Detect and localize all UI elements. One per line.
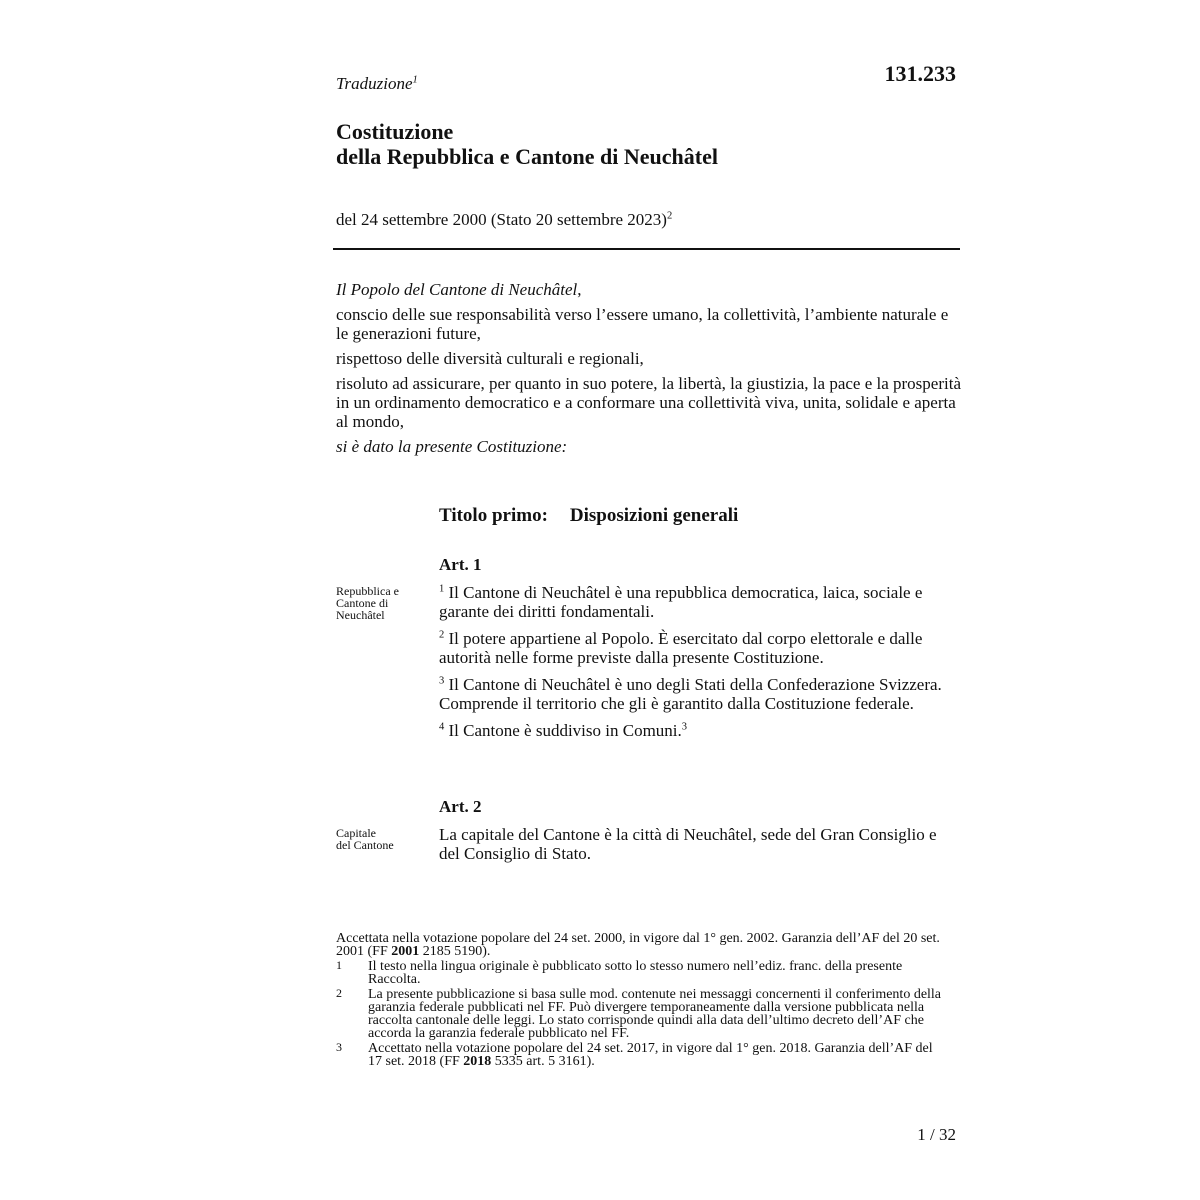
paragraph-text: Il Cantone di Neuchâtel è una repubblica democratica, laica, sociale e garante dei diritti fondamentali.: [439, 583, 923, 621]
preamble-opening-comma: ,: [577, 280, 582, 299]
footnote-intro-text: Accettata nella votazione popolare del 24 set. 2000, in vigore dal 1° gen. 2002. Garanzia dell’AF del 20 set. 2001 (FF: [336, 931, 940, 959]
margin-note-line: Capitale: [336, 826, 376, 840]
footnote-number: 2: [336, 986, 342, 1000]
paragraph-number: 3: [439, 675, 445, 687]
margin-note-line: Repubblica e: [336, 584, 399, 598]
footnote-intro-ref: 2185 5190).: [419, 944, 491, 959]
page-number: 1 / 32: [917, 1125, 956, 1144]
footnote-year: 2018: [463, 1054, 492, 1069]
document-title: [336, 119, 718, 169]
title-line-2: della Repubblica e Cantone di Neuchâtel: [336, 144, 718, 169]
preamble-paragraph-1: conscio delle sue responsabilità verso l’essere umano, la collettività, l’ambiente naturale e le generazioni future,: [336, 305, 949, 343]
footnotes: [336, 932, 946, 1070]
preamble-opening: [336, 280, 962, 299]
footnote-text: La presente pubblicazione si basa sulle mod. contenute nei messaggi concernenti il conferimento della garanzia federale pubblicati nel FF. Può divergere temporaneamente dalla versione pubblicata nella raccolta cantonale delle leggi. Lo stato corrisponde quindi alla data dell’ultimo decreto dell’AF che accorda la garanzia federale pubblicato nel FF.: [368, 987, 942, 1041]
article-1-paragraph-2: [439, 629, 961, 667]
article-2-title: Art. 2: [439, 797, 482, 816]
paragraph-number: 1: [439, 583, 445, 595]
preamble: [336, 280, 962, 462]
translation-note: [336, 74, 418, 94]
sr-number: 131.233: [884, 61, 956, 86]
footnote-number: 1: [336, 958, 342, 972]
date-text: del 24 settembre 2000 (Stato 20 settembre 2023): [336, 210, 667, 229]
footnote-intro-year: 2001: [391, 944, 420, 959]
footnote-ref: 5335 art. 5 3161).: [491, 1054, 595, 1069]
translation-label: Traduzione: [336, 74, 413, 93]
footnote-text: Accettato nella votazione popolare del 24 set. 2017, in vigore dal 1° gen. 2018. Garanzia dell’AF del 17 set. 2018 (FF: [368, 1041, 933, 1069]
article-2-body: [439, 825, 961, 871]
article-1-body: [439, 583, 961, 748]
paragraph-text: Il Cantone è suddiviso in Comuni.: [444, 721, 682, 740]
preamble-paragraph-3: risoluto ad assicurare, per quanto in suo potere, la libertà, la giustizia, la pace e la prosperità in un ordinamento democratico e a conformare una collettività viva, unita, solidale e aperta al mondo,: [336, 374, 961, 431]
article-1-paragraph-3: [439, 675, 961, 713]
footnote-ref-3[interactable]: 3: [681, 721, 688, 733]
paragraph-number: 2: [439, 629, 445, 641]
footnote-ref-1[interactable]: 1: [412, 74, 418, 86]
footnote-1: [336, 960, 946, 986]
footnote-number: 3: [336, 1040, 342, 1054]
paragraph-number: 4: [439, 721, 445, 733]
paragraph-text: Il Cantone di Neuchâtel è uno degli Stati della Confederazione Svizzera. Comprende il territorio che gli è garantito dalla Costituzione federale.: [439, 675, 942, 713]
article-1-paragraph-4: [439, 721, 961, 740]
preamble-opening-text: Il Popolo del Cantone di Neuchâtel: [336, 280, 578, 299]
title-line-1: Costituzione: [336, 119, 454, 144]
preamble-paragraph-2: rispettoso delle diversità culturali e regionali,: [336, 349, 644, 368]
article-1-paragraph-1: [439, 583, 961, 621]
margin-note-line: del Cantone: [336, 838, 394, 852]
article-2-paragraph: La capitale del Cantone è la città di Neuchâtel, sede del Gran Consiglio e del Consiglio di Stato.: [439, 825, 937, 863]
section-label: Titolo primo:: [439, 505, 548, 526]
footnote-ref-2[interactable]: 2: [666, 210, 673, 222]
margin-note-line: Cantone di: [336, 596, 389, 610]
document-date: [336, 210, 672, 230]
preamble-closing: si è dato la presente Costituzione:: [336, 437, 568, 456]
section-name: Disposizioni generali: [569, 505, 739, 526]
footnote-intro: [336, 932, 946, 958]
article-2-margin-note: [336, 827, 426, 851]
footnote-text: Il testo nella lingua originale è pubblicato sotto lo stesso numero nell’ediz. franc. della presente Raccolta.: [368, 959, 903, 987]
section-heading: [439, 505, 738, 527]
footnote-2: [336, 988, 946, 1040]
footnote-3: [336, 1042, 946, 1068]
article-1-margin-note: [336, 585, 426, 621]
margin-note-line: Neuchâtel: [336, 608, 385, 622]
header-divider: [333, 248, 960, 250]
paragraph-text: Il potere appartiene al Popolo. È esercitato dal corpo elettorale e dalle autorità nelle forme previste dalla presente Costituzione.: [439, 629, 923, 667]
article-1-title: Art. 1: [439, 555, 482, 574]
